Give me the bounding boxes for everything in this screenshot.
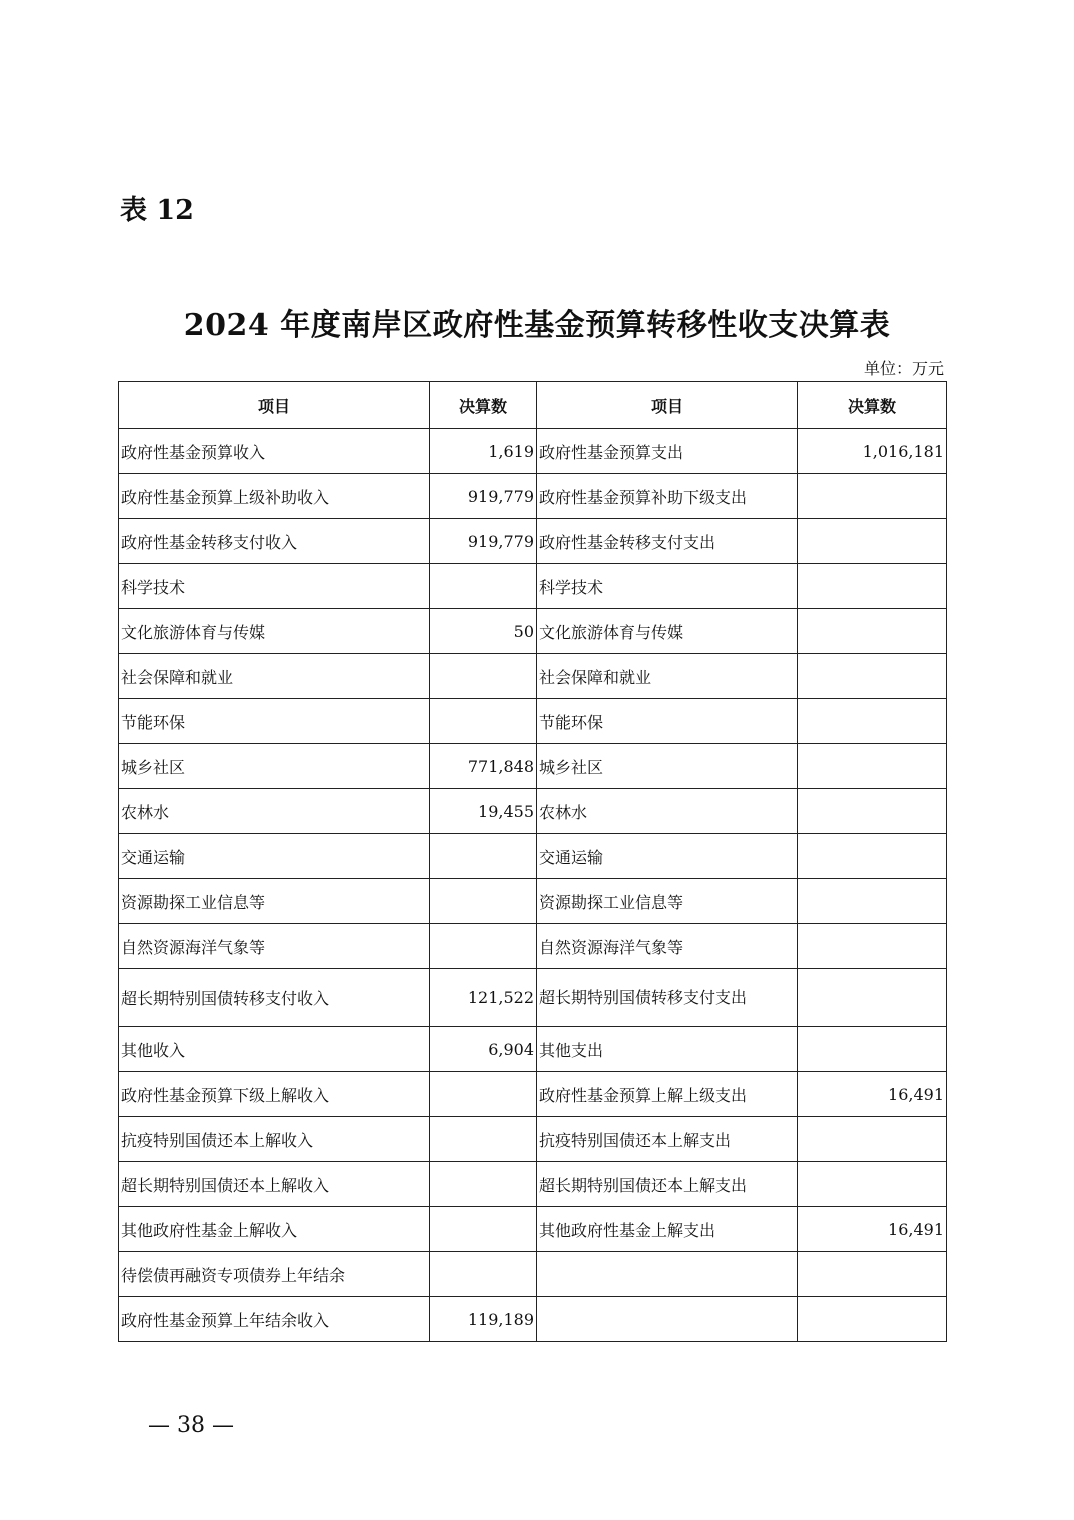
table-row [119, 1117, 947, 1162]
left-value [430, 1252, 537, 1297]
right-item: 超长期特别国债转移支付支出 [537, 969, 798, 1027]
budget-table [118, 381, 947, 1342]
right-value [798, 474, 947, 519]
table-row [119, 1027, 947, 1072]
column-header-value-right: 决算数 [798, 382, 947, 429]
left-item: 城乡社区 [119, 744, 430, 789]
right-value [798, 519, 947, 564]
table-row [119, 1297, 947, 1342]
left-value: 919,779 [430, 474, 537, 519]
unit-note: 单位：万元 [863, 359, 944, 378]
right-item: 政府性基金转移支付支出 [537, 519, 798, 564]
right-value [798, 744, 947, 789]
table-header-row [119, 382, 947, 429]
table-row [119, 609, 947, 654]
page-number: — 38 — [148, 1413, 234, 1438]
right-item [537, 1252, 798, 1297]
right-item: 自然资源海洋气象等 [537, 924, 798, 969]
left-item: 政府性基金预算上年结余收入 [119, 1297, 430, 1342]
left-value [430, 564, 537, 609]
left-value: 121,522 [430, 969, 537, 1027]
right-item: 政府性基金预算补助下级支出 [537, 474, 798, 519]
left-item: 待偿债再融资专项债券上年结余 [119, 1252, 430, 1297]
table-row [119, 744, 947, 789]
left-item: 政府性基金转移支付收入 [119, 519, 430, 564]
left-value: 6,904 [430, 1027, 537, 1072]
left-item: 其他收入 [119, 1027, 430, 1072]
column-header-item-left: 项目 [119, 382, 430, 429]
column-header-value-left: 决算数 [430, 382, 537, 429]
right-value [798, 609, 947, 654]
right-value [798, 924, 947, 969]
right-value [798, 834, 947, 879]
document-title: 2024 年度南岸区政府性基金预算转移性收支决算表 [183, 308, 891, 343]
table-row [119, 654, 947, 699]
table-label: 表 12 [120, 195, 194, 226]
right-item: 政府性基金预算上解上级支出 [537, 1072, 798, 1117]
left-value: 919,779 [430, 519, 537, 564]
table-row [119, 1252, 947, 1297]
left-item: 政府性基金预算收入 [119, 429, 430, 474]
right-value [798, 789, 947, 834]
left-value: 119,189 [430, 1297, 537, 1342]
right-value [798, 654, 947, 699]
left-value [430, 924, 537, 969]
right-value [798, 1162, 947, 1207]
right-value [798, 1117, 947, 1162]
right-item [537, 1297, 798, 1342]
left-value [430, 1162, 537, 1207]
table-row [119, 1072, 947, 1117]
left-item: 社会保障和就业 [119, 654, 430, 699]
left-item: 超长期特别国债还本上解收入 [119, 1162, 430, 1207]
right-value: 16,491 [798, 1072, 947, 1117]
right-value [798, 699, 947, 744]
table-row [119, 1162, 947, 1207]
left-value [430, 1117, 537, 1162]
left-value [430, 1207, 537, 1252]
left-item: 其他政府性基金上解收入 [119, 1207, 430, 1252]
left-value: 19,455 [430, 789, 537, 834]
table-row [119, 1207, 947, 1252]
left-value [430, 879, 537, 924]
left-item: 农林水 [119, 789, 430, 834]
column-header-item-right: 项目 [537, 382, 798, 429]
right-item: 社会保障和就业 [537, 654, 798, 699]
right-item: 其他支出 [537, 1027, 798, 1072]
left-item: 抗疫特别国债还本上解收入 [119, 1117, 430, 1162]
left-value: 50 [430, 609, 537, 654]
right-value: 1,016,181 [798, 429, 947, 474]
table-row [119, 924, 947, 969]
table-row [119, 564, 947, 609]
table-row [119, 969, 947, 1027]
right-item: 超长期特别国债还本上解支出 [537, 1162, 798, 1207]
left-item: 资源勘探工业信息等 [119, 879, 430, 924]
right-value [798, 879, 947, 924]
left-value: 771,848 [430, 744, 537, 789]
left-value: 1,619 [430, 429, 537, 474]
left-item: 文化旅游体育与传媒 [119, 609, 430, 654]
right-item: 政府性基金预算支出 [537, 429, 798, 474]
right-value [798, 564, 947, 609]
right-value [798, 1027, 947, 1072]
left-item: 政府性基金预算下级上解收入 [119, 1072, 430, 1117]
left-item: 交通运输 [119, 834, 430, 879]
right-item: 交通运输 [537, 834, 798, 879]
right-item: 资源勘探工业信息等 [537, 879, 798, 924]
table-row [119, 879, 947, 924]
right-item: 农林水 [537, 789, 798, 834]
table-row [119, 474, 947, 519]
right-item: 城乡社区 [537, 744, 798, 789]
left-value [430, 1072, 537, 1117]
left-item: 超长期特别国债转移支付收入 [119, 969, 430, 1027]
table-row [119, 429, 947, 474]
left-item: 政府性基金预算上级补助收入 [119, 474, 430, 519]
table-row [119, 789, 947, 834]
table-row [119, 834, 947, 879]
right-item: 其他政府性基金上解支出 [537, 1207, 798, 1252]
left-item: 自然资源海洋气象等 [119, 924, 430, 969]
table-row [119, 519, 947, 564]
right-item: 文化旅游体育与传媒 [537, 609, 798, 654]
right-value [798, 1297, 947, 1342]
right-item: 科学技术 [537, 564, 798, 609]
left-item: 科学技术 [119, 564, 430, 609]
left-item: 节能环保 [119, 699, 430, 744]
right-item: 节能环保 [537, 699, 798, 744]
left-value [430, 699, 537, 744]
right-value [798, 1252, 947, 1297]
right-value: 16,491 [798, 1207, 947, 1252]
left-value [430, 834, 537, 879]
right-item: 抗疫特别国债还本上解支出 [537, 1117, 798, 1162]
right-value [798, 969, 947, 1027]
table-row [119, 699, 947, 744]
left-value [430, 654, 537, 699]
